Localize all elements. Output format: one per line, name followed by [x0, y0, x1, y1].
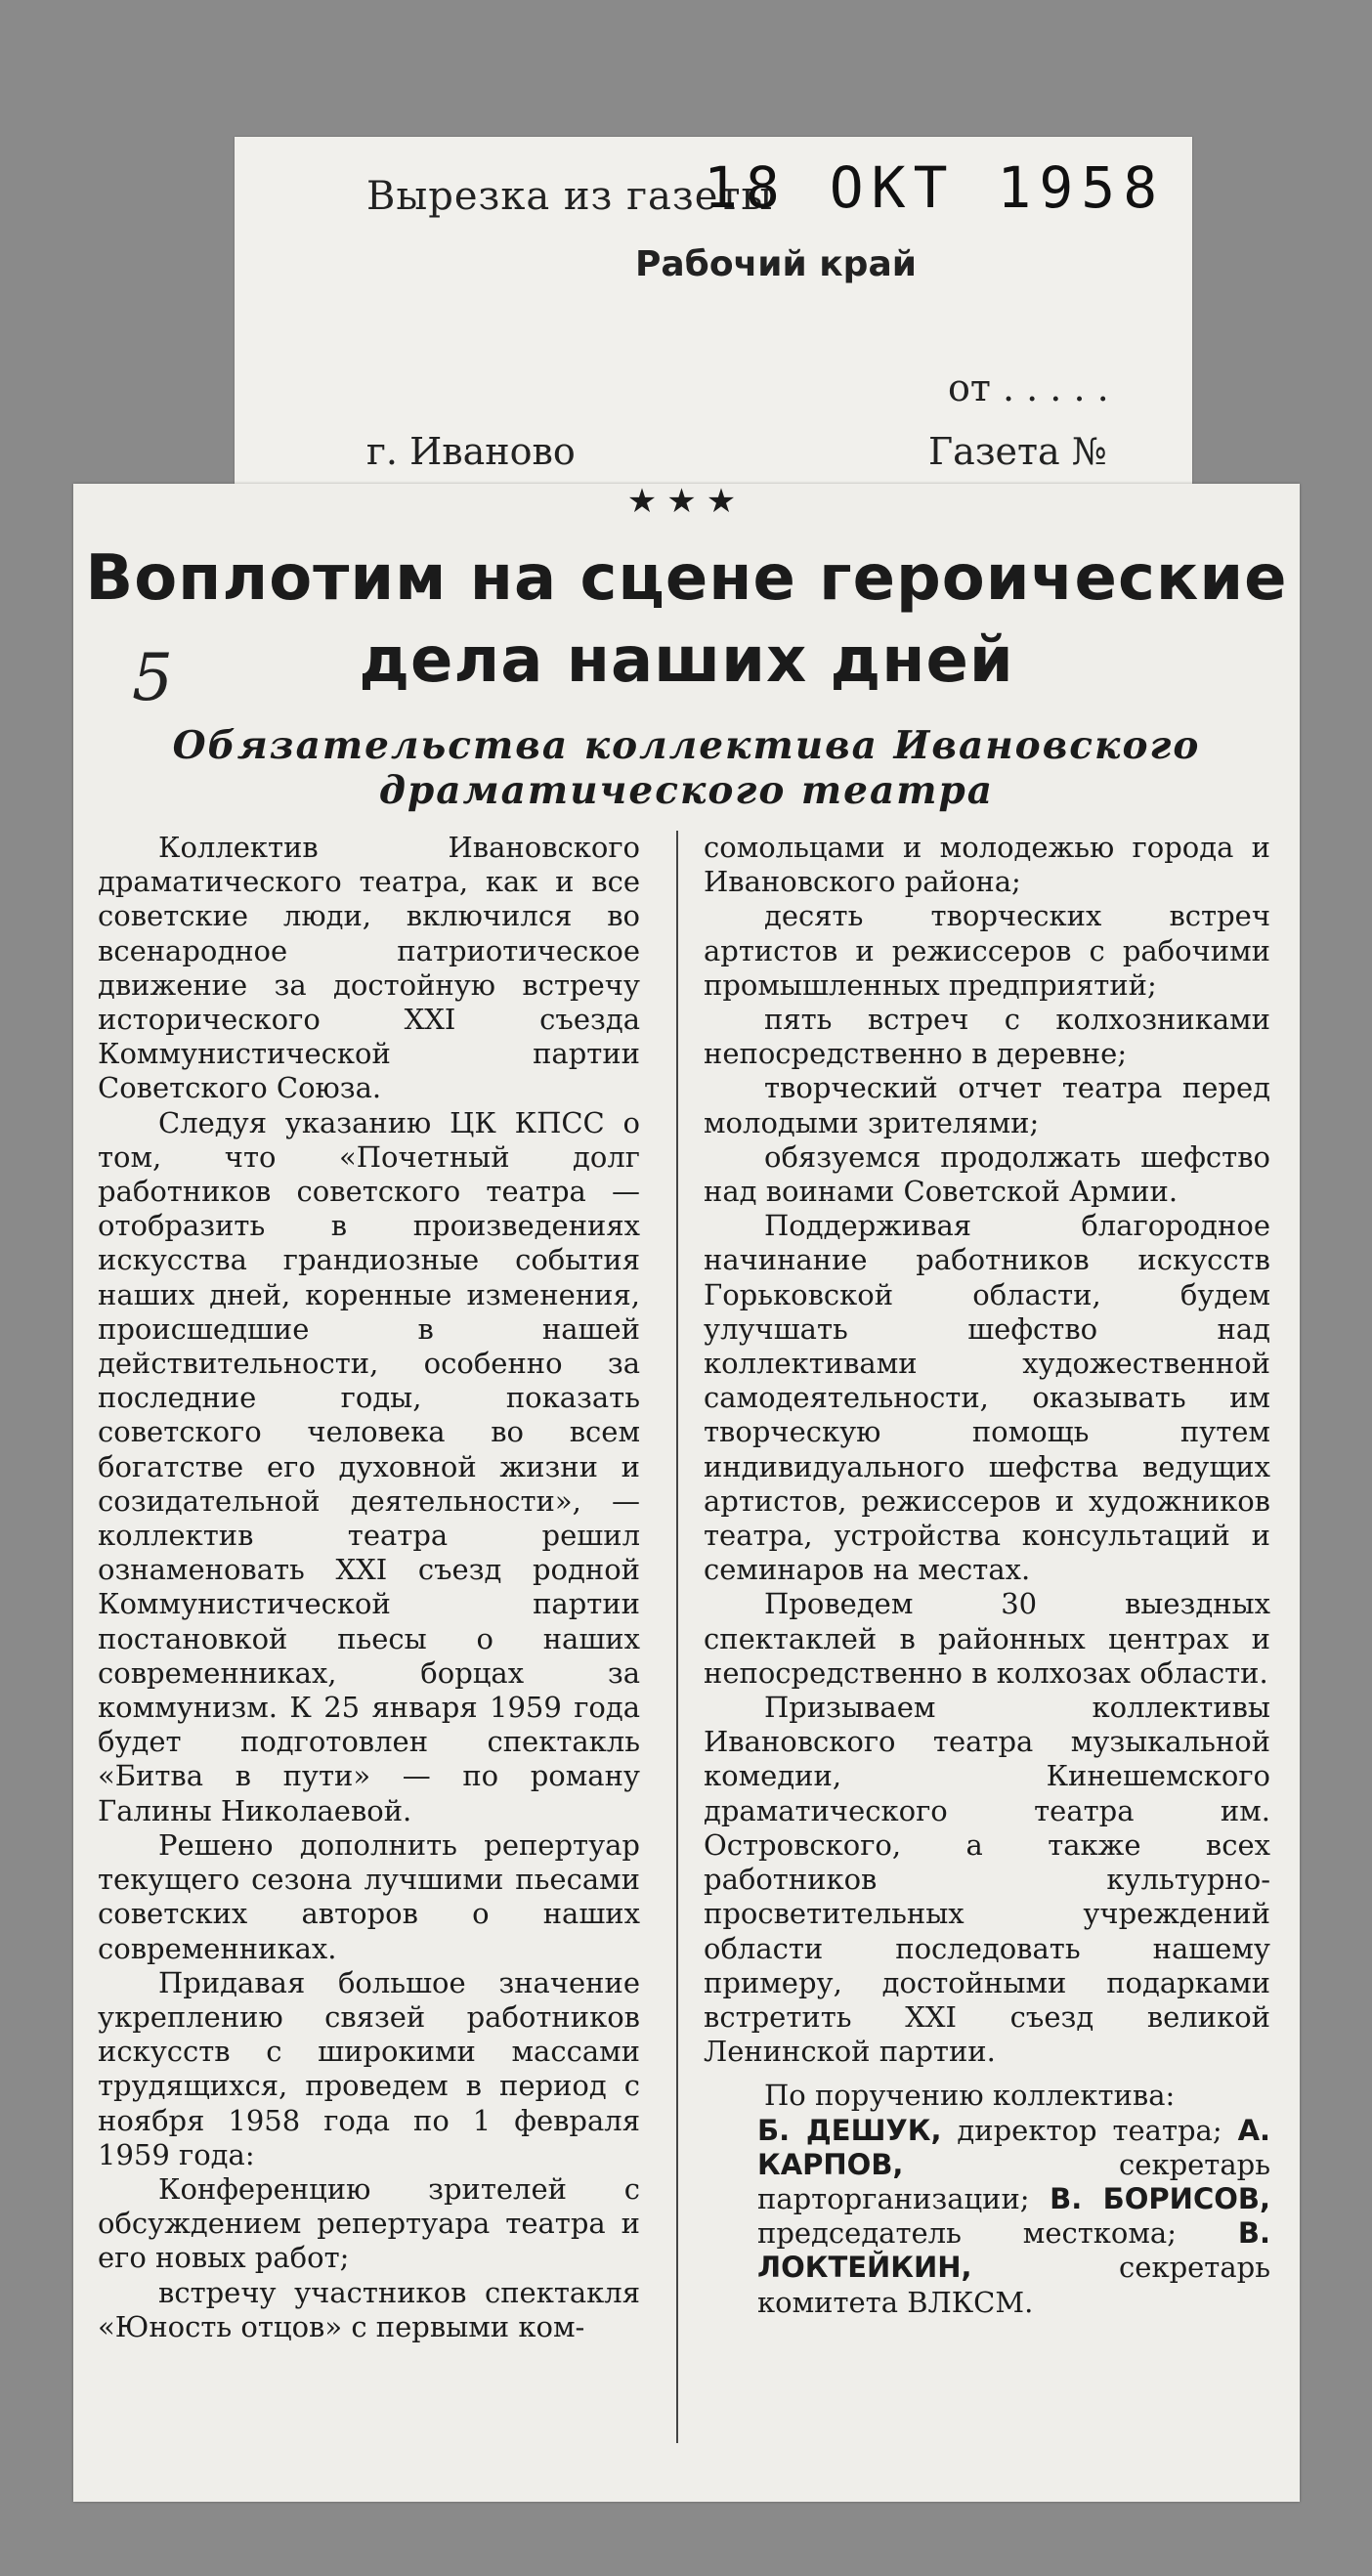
signer-role: председатель месткома;: [757, 2216, 1177, 2251]
headline-line-1: Воплотим на сцене героические: [85, 542, 1288, 615]
article-column-1: [98, 831, 640, 2344]
signer-role: секретарь комитета ВЛКСМ.: [757, 2251, 1270, 2319]
handwritten-number: 5: [132, 640, 173, 715]
paragraph: Придавая большое значение укреплению связей работников искусств с широкими массами трудящихся, проведем в период с ноября 1958 года по 1 февраля 1959 года:: [98, 1965, 640, 2171]
signature-block: [704, 2114, 1270, 2320]
signer-role: директор театра;: [957, 2113, 1222, 2147]
signer-role: секретарь парторганизации;: [757, 2147, 1270, 2215]
column-divider: [676, 831, 678, 2443]
paragraph: пять встреч с колхозниками непосредственно в деревне;: [704, 1003, 1270, 1071]
signer-name: В. БОРИСОВ,: [1050, 2181, 1270, 2215]
newspaper-name: Рабочий край: [635, 244, 917, 284]
paragraph: Следуя указанию ЦК КПСС о том, что «Почетный долг работников советского театра — отобразить в произведениях искусства грандиозные события наших дней, коренные изменения, происшедшие в нашей действительности, особенно за последние годы, показать советского человека во всем богатстве его духовной жизни и созидательной деятельности», — коллектив театра решил ознаменовать XXI съезд родной Коммунистической партии постановкой пьесы о наших современниках, борцах за коммунизм. К 25 января 1959 года будет подготовлен спектакль «Битва в пути» — по роману Галины Николаевой.: [98, 1105, 640, 1827]
paragraph: Конференцию зрителей с обсуждением репертуара театра и его новых работ;: [98, 2171, 640, 2275]
paragraph: Проведем 30 выездных спектаклей в районных центрах и непосредственно в колхозах области.: [704, 1587, 1270, 1690]
date-stamp: 18 ОКТ 1958: [704, 154, 1166, 221]
subheadline-line-1: Обязательства коллектива Ивановского: [172, 723, 1201, 768]
paragraph: обязуемся продолжать шефство над воинами Советской Армии.: [704, 1139, 1270, 1209]
paragraph: Поддерживая благородное начинание работников искусств Горьковской области, будем улучшать шефство над коллективами художественной самодеятельности, оказывать им творческую помощь путем индивидуального шефства ведущих артистов, режиссеров и художников театра, устройства консультаций и семинаров на местах.: [704, 1209, 1270, 1587]
paragraph: встречу участников спектакля «Юность отцов» с первыми ком-: [98, 2275, 640, 2343]
paragraph: Коллектив Ивановского драматического театра, как и все советские люди, включился во всенародное патриотическое движение за достойную встречу исторического XXI съезда Коммунистической партии Советского Союза.: [98, 831, 640, 1105]
paragraph: Призываем коллективы Ивановского театра музыкальной комедии, Кинешемского драматического театра им. Островского, а также всех работников культурно-просветительных учреждений области последовать нашему примеру, достойными подарками встретить XXI съезд великой Ленинской партии.: [704, 1691, 1270, 2069]
headline-line-2: дела наших дней: [359, 624, 1014, 697]
slip-gazette-number: Газета №: [928, 430, 1107, 473]
slip-city: г. Иваново: [366, 430, 576, 473]
paragraph: сомольцами и молодежью города и Ивановского района;: [704, 831, 1270, 899]
paragraph: десять творческих встреч артистов и режиссеров с рабочими промышленных предприятий;: [704, 899, 1270, 1002]
subheadline: [73, 723, 1300, 813]
slip-from-label: от . . . . .: [948, 366, 1109, 409]
subheadline-line-2: драматического театра: [378, 768, 995, 813]
signature-intro: По поручению коллектива:: [764, 2079, 1176, 2113]
stars-ornament: ★★★: [626, 482, 747, 521]
signer-name: Б. ДЕШУК,: [757, 2113, 942, 2147]
paragraph: Решено дополнить репертуар текущего сезона лучшими пьесами советских авторов о наших современниках.: [98, 1827, 640, 1965]
paragraph: творческий отчет театра перед молодыми зрителями;: [704, 1071, 1270, 1139]
signer-name: А. КАРПОВ,: [757, 2113, 1271, 2181]
slip-caption: Вырезка из газеты: [366, 174, 774, 219]
article-column-2: [704, 831, 1270, 2320]
headline: [73, 537, 1300, 702]
signer-name: В. ЛОКТЕЙКИН,: [757, 2216, 1270, 2285]
newspaper-clipping: [73, 484, 1300, 2502]
clipping-label-slip: [235, 137, 1192, 494]
